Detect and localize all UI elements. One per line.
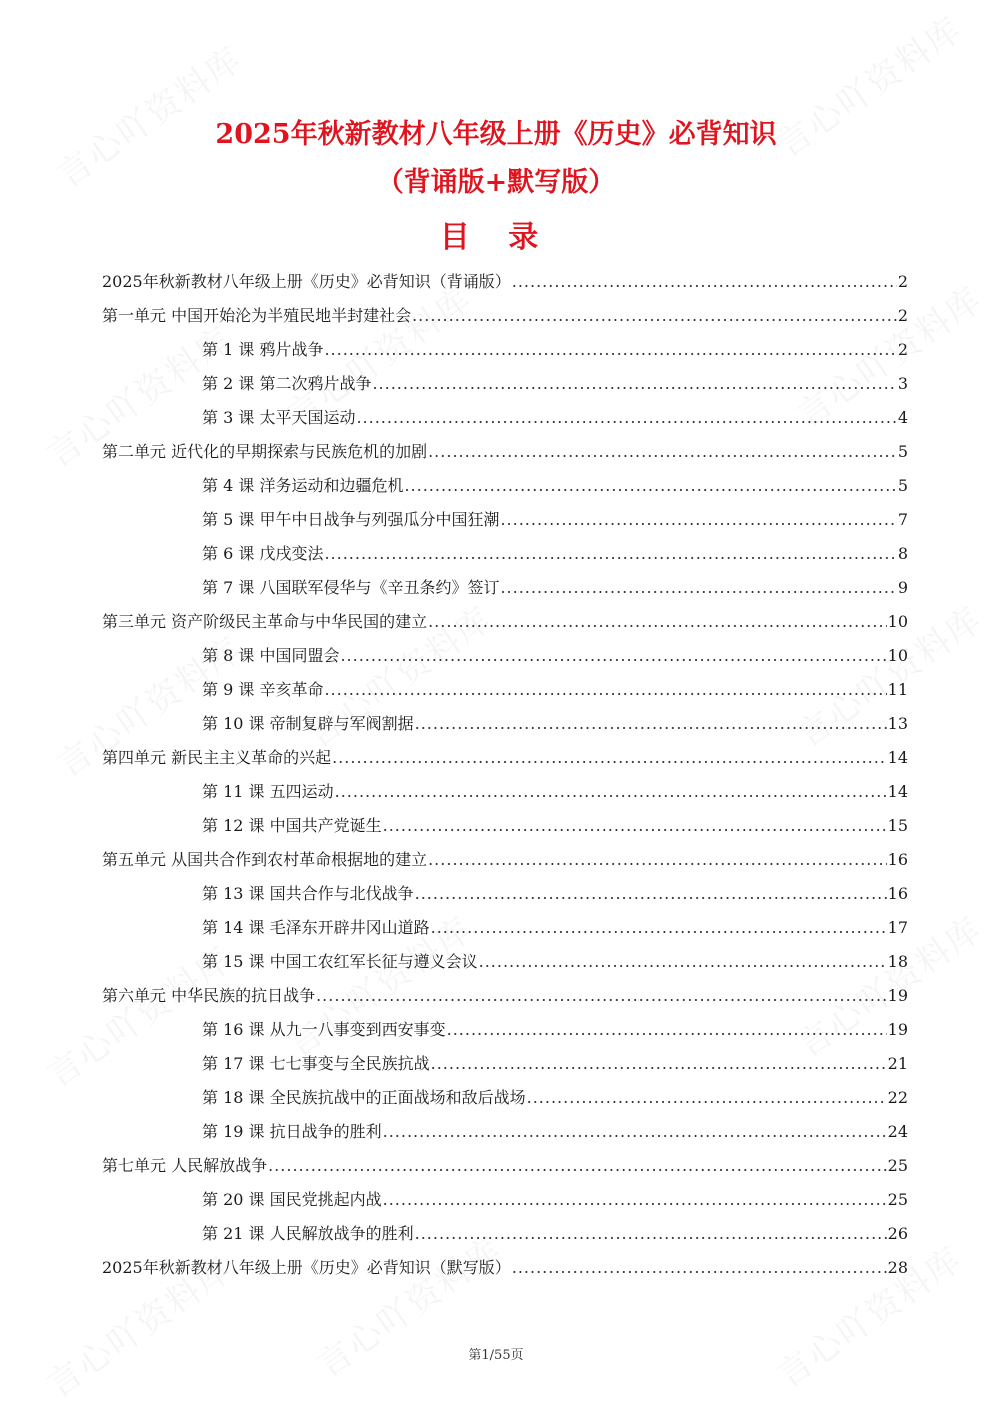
- toc-entry-label: 第 1 课 鸦片战争: [202, 340, 324, 359]
- toc-entry-unit[interactable]: [102, 1142, 908, 1176]
- toc-entry-label: 第 11 课 五四运动: [202, 782, 334, 801]
- toc-entry-top[interactable]: [102, 258, 908, 292]
- toc-entry-page: 14: [887, 748, 908, 767]
- toc-entry-lesson[interactable]: [102, 904, 908, 938]
- toc-dot-leader: [332, 748, 887, 768]
- toc-dot-leader: [383, 1122, 887, 1142]
- toc-entry-label: 第 8 课 中国同盟会: [202, 646, 340, 665]
- toc-dot-leader: [500, 510, 896, 530]
- toc-entry-lesson[interactable]: [102, 1210, 908, 1244]
- toc-entry-label: 第 15 课 中国工农红军长征与遵义会议: [202, 952, 478, 971]
- toc-entry-page: 3: [897, 374, 908, 393]
- toc-entry-page: 24: [887, 1122, 908, 1141]
- toc-entry-label: 第 18 课 全民族抗战中的正面战场和敌后战场: [202, 1088, 526, 1107]
- toc-dot-leader: [383, 816, 887, 836]
- toc-dot-leader: [415, 884, 887, 904]
- toc-dot-leader: [512, 1258, 887, 1278]
- toc-dot-leader: [383, 1190, 887, 1210]
- toc-entry-lesson[interactable]: [102, 632, 908, 666]
- toc-entry-label: 第三单元 资产阶级民主革命与中华民国的建立: [102, 612, 428, 631]
- toc-entry-lesson[interactable]: [102, 1108, 908, 1142]
- toc-entry-label: 第 12 课 中国共产党诞生: [202, 816, 382, 835]
- toc-entry-label: 第一单元 中国开始沦为半殖民地半封建社会: [102, 306, 412, 325]
- toc-entry-lesson[interactable]: [102, 326, 908, 360]
- toc-entry-lesson[interactable]: [102, 1006, 908, 1040]
- toc-entry-page: 2: [897, 340, 908, 359]
- toc-dot-leader: [372, 374, 896, 394]
- toc-entry-page: 13: [887, 714, 908, 733]
- toc-dot-leader: [428, 612, 887, 632]
- toc-dot-leader: [415, 1224, 887, 1244]
- toc-entry-lesson[interactable]: [102, 360, 908, 394]
- toc-entry-lesson[interactable]: [102, 666, 908, 700]
- toc-entry-lesson[interactable]: [102, 1176, 908, 1210]
- toc-entry-label: 第 13 课 国共合作与北伐战争: [202, 884, 414, 903]
- toc-entry-lesson[interactable]: [102, 564, 908, 598]
- toc-entry-label: 第 16 课 从九一八事变到西安事变: [202, 1020, 446, 1039]
- toc-entry-page: 16: [887, 850, 908, 869]
- toc-dot-leader: [412, 306, 897, 326]
- toc-entry-lesson[interactable]: [102, 394, 908, 428]
- toc-dot-leader: [428, 442, 897, 462]
- toc-dot-leader: [335, 782, 887, 802]
- toc-entry-label: 第 19 课 抗日战争的胜利: [202, 1122, 382, 1141]
- toc-entry-label: 第 6 课 戊戌变法: [202, 544, 324, 563]
- toc-dot-leader: [512, 272, 897, 292]
- toc-entry-lesson[interactable]: [102, 530, 908, 564]
- toc-heading: 目 录: [439, 220, 553, 255]
- document-subtitle: （背诵版+默写版）: [376, 167, 616, 198]
- toc-entry-lesson[interactable]: [102, 700, 908, 734]
- toc-entry-lesson[interactable]: [102, 1040, 908, 1074]
- toc-entry-label: 第 9 课 辛亥革命: [202, 680, 324, 699]
- toc-entry-page: 25: [887, 1156, 908, 1175]
- toc-entry-page: 15: [887, 816, 908, 835]
- toc-dot-leader: [356, 408, 896, 428]
- toc-entry-label: 第 5 课 甲午中日战争与列强瓜分中国狂潮: [202, 510, 500, 529]
- toc-entry-label: 第 4 课 洋务运动和边疆危机: [202, 476, 404, 495]
- toc-dot-leader: [415, 714, 887, 734]
- toc-entry-page: 14: [887, 782, 908, 801]
- toc-dot-leader: [431, 918, 887, 938]
- toc-entry-page: 26: [887, 1224, 908, 1243]
- toc-dot-leader: [316, 986, 887, 1006]
- toc-entry-unit[interactable]: [102, 836, 908, 870]
- table-of-contents: [102, 258, 908, 1278]
- toc-entry-page: 19: [887, 1020, 908, 1039]
- toc-entry-lesson[interactable]: [102, 870, 908, 904]
- toc-entry-label: 第 14 课 毛泽东开辟井冈山道路: [202, 918, 430, 937]
- toc-entry-page: 25: [887, 1190, 908, 1209]
- toc-dot-leader: [324, 340, 896, 360]
- toc-entry-page: 2: [897, 272, 908, 291]
- toc-entry-top[interactable]: [102, 1244, 908, 1278]
- toc-entry-label: 2025年秋新教材八年级上册《历史》必背知识（默写版）: [102, 1258, 511, 1277]
- toc-dot-leader: [447, 1020, 887, 1040]
- toc-entry-label: 第 2 课 第二次鸦片战争: [202, 374, 372, 393]
- toc-entry-label: 第 20 课 国民党挑起内战: [202, 1190, 382, 1209]
- toc-entry-lesson[interactable]: [102, 802, 908, 836]
- toc-entry-page: 11: [887, 680, 908, 699]
- toc-entry-label: 第 10 课 帝制复辟与军阀割据: [202, 714, 414, 733]
- toc-entry-unit[interactable]: [102, 428, 908, 462]
- toc-entry-label: 第五单元 从国共合作到农村革命根据地的建立: [102, 850, 428, 869]
- toc-entry-label: 第二单元 近代化的早期探索与民族危机的加剧: [102, 442, 428, 461]
- toc-entry-page: 8: [897, 544, 908, 563]
- toc-dot-leader: [340, 646, 886, 666]
- toc-dot-leader: [479, 952, 887, 972]
- toc-entry-label: 第七单元 人民解放战争: [102, 1156, 268, 1175]
- toc-entry-unit[interactable]: [102, 734, 908, 768]
- toc-entry-page: 10: [887, 612, 908, 631]
- document-title: 2025年秋新教材八年级上册《历史》必背知识: [215, 119, 777, 150]
- toc-entry-unit[interactable]: [102, 598, 908, 632]
- toc-entry-page: 17: [887, 918, 908, 937]
- toc-dot-leader: [268, 1156, 887, 1176]
- toc-entry-page: 7: [897, 510, 908, 529]
- toc-entry-page: 2: [897, 306, 908, 325]
- toc-entry-lesson[interactable]: [102, 768, 908, 802]
- toc-entry-page: 22: [887, 1088, 908, 1107]
- toc-entry-lesson[interactable]: [102, 1074, 908, 1108]
- toc-entry-label: 第 7 课 八国联军侵华与《辛丑条约》签订: [202, 578, 500, 597]
- toc-entry-label: 第四单元 新民主主义革命的兴起: [102, 748, 332, 767]
- toc-entry-page: 16: [887, 884, 908, 903]
- toc-entry-page: 5: [897, 476, 908, 495]
- toc-entry-page: 21: [887, 1054, 908, 1073]
- toc-dot-leader: [527, 1088, 887, 1108]
- toc-entry-label: 第六单元 中华民族的抗日战争: [102, 986, 316, 1005]
- toc-entry-page: 18: [887, 952, 908, 971]
- page-number-footer: 第1/55页: [468, 1348, 524, 1363]
- toc-dot-leader: [324, 544, 896, 564]
- toc-entry-label: 第 3 课 太平天国运动: [202, 408, 356, 427]
- toc-entry-page: 10: [887, 646, 908, 665]
- toc-entry-page: 5: [897, 442, 908, 461]
- toc-entry-page: 4: [897, 408, 908, 427]
- toc-dot-leader: [500, 578, 896, 598]
- toc-dot-leader: [324, 680, 886, 700]
- toc-entry-lesson[interactable]: [102, 496, 908, 530]
- toc-dot-leader: [431, 1054, 887, 1074]
- toc-entry-label: 2025年秋新教材八年级上册《历史》必背知识（背诵版）: [102, 272, 511, 291]
- toc-entry-label: 第 21 课 人民解放战争的胜利: [202, 1224, 414, 1243]
- toc-entry-page: 19: [887, 986, 908, 1005]
- toc-entry-page: 28: [887, 1258, 908, 1277]
- toc-entry-unit[interactable]: [102, 292, 908, 326]
- toc-entry-page: 9: [897, 578, 908, 597]
- toc-entry-unit[interactable]: [102, 972, 908, 1006]
- toc-entry-lesson[interactable]: [102, 462, 908, 496]
- toc-dot-leader: [404, 476, 896, 496]
- toc-dot-leader: [428, 850, 887, 870]
- toc-entry-label: 第 17 课 七七事变与全民族抗战: [202, 1054, 430, 1073]
- toc-entry-lesson[interactable]: [102, 938, 908, 972]
